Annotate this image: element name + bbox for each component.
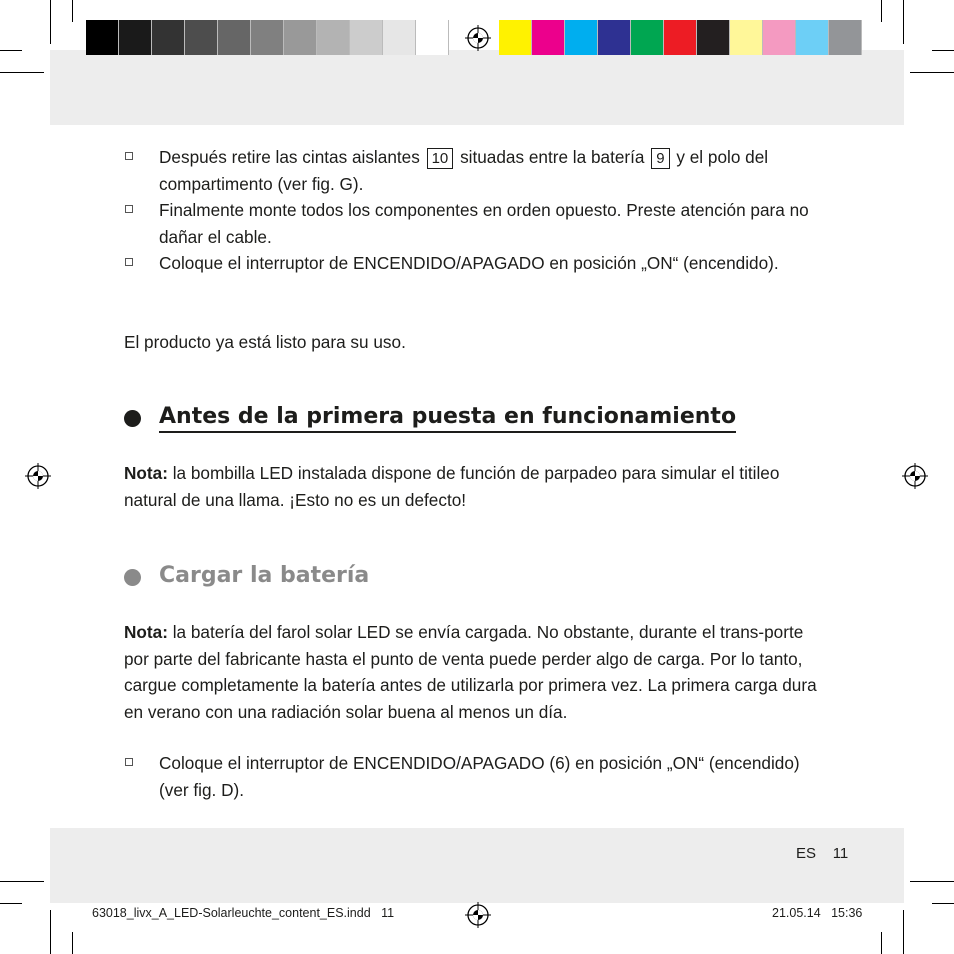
bullet-dot-icon	[124, 410, 141, 427]
crop-mark	[72, 0, 73, 22]
color-swatch	[598, 20, 631, 55]
crop-mark	[903, 910, 904, 954]
crop-mark	[0, 903, 22, 904]
crop-mark	[0, 881, 44, 882]
part-number-box: 10	[427, 148, 454, 169]
color-swatch	[532, 20, 565, 55]
crop-mark	[50, 0, 51, 44]
color-swatch	[664, 20, 697, 55]
color-swatch	[152, 20, 185, 55]
color-swatch	[499, 20, 532, 55]
bottom-band	[50, 828, 904, 903]
registration-mark-icon	[465, 902, 491, 928]
color-swatch	[251, 20, 284, 55]
footer-date: 21.05.14 15:36	[772, 906, 863, 920]
checkbox-square-icon	[125, 258, 133, 266]
color-swatch	[829, 20, 862, 55]
checkbox-square-icon	[125, 758, 133, 766]
crop-mark	[881, 0, 882, 22]
checkbox-square-icon	[125, 152, 133, 160]
color-swatch	[730, 20, 763, 55]
color-swatch	[86, 20, 119, 55]
color-swatch	[383, 20, 416, 55]
footer-filename: 63018_livx_A_LED-Solarleuchte_content_ES.indd 11	[92, 906, 395, 920]
page-number: ES 11	[796, 845, 849, 862]
crop-mark	[910, 72, 954, 73]
steps-list-top	[124, 144, 834, 277]
color-swatch	[284, 20, 317, 55]
crop-mark	[881, 932, 882, 954]
part-number-box: 9	[651, 148, 669, 169]
list-item: Coloque el interruptor de ENCENDIDO/APAGADO (6) en posición „ON“ (encendido) (ver fig. D).	[124, 750, 824, 803]
crop-mark	[910, 881, 954, 882]
crop-mark	[0, 50, 22, 51]
crop-mark	[0, 72, 44, 73]
color-swatch	[565, 20, 598, 55]
bullet-dot-icon	[124, 569, 141, 586]
color-swatch	[185, 20, 218, 55]
list-item: Después retire las cintas aislantes 10 situadas entre la batería 9 y el polo del compartimento (ver fig. G).	[124, 144, 834, 197]
color-swatch	[317, 20, 350, 55]
top-band	[50, 50, 904, 125]
note-paragraph: Nota: la bombilla LED instalada dispone de función de parpadeo para simular el titileo natural de una llama. ¡Esto no es un defecto!	[124, 463, 780, 510]
registration-mark-icon	[25, 463, 51, 489]
color-swatch	[631, 20, 664, 55]
color-swatch	[697, 20, 730, 55]
color-swatches	[499, 20, 862, 55]
registration-mark-icon	[902, 463, 928, 489]
list-item: Finalmente monte todos los componentes en orden opuesto. Preste atención para no dañar el cable.	[124, 197, 834, 250]
registration-mark-icon	[465, 25, 491, 51]
ready-text: El producto ya está listo para su uso.	[124, 332, 406, 352]
section-heading: Antes de la primera puesta en funcionamiento	[124, 404, 736, 433]
checkbox-square-icon	[125, 205, 133, 213]
color-swatch	[416, 20, 449, 55]
color-swatch	[763, 20, 796, 55]
list-item: Coloque el interruptor de ENCENDIDO/APAGADO en posición „ON“ (encendido).	[124, 250, 834, 277]
steps-list-bottom	[124, 750, 824, 803]
crop-mark	[50, 910, 51, 954]
color-swatch	[350, 20, 383, 55]
color-swatch	[796, 20, 829, 55]
color-swatch	[119, 20, 152, 55]
crop-mark	[932, 50, 954, 51]
section-heading: Cargar la batería	[124, 563, 369, 588]
grayscale-swatches	[86, 20, 449, 55]
crop-mark	[932, 903, 954, 904]
crop-mark	[903, 0, 904, 44]
color-swatch	[218, 20, 251, 55]
crop-mark	[72, 932, 73, 954]
note-paragraph: Nota: la batería del farol solar LED se envía cargada. No obstante, durante el trans-porte por parte del fabricante hasta el punto de venta puede perder algo de carga. Por lo tanto, cargue completamente la batería antes de utilizarla por primera vez. La primera carga dura en verano con una radiación solar buena al menos un día.	[124, 622, 817, 722]
